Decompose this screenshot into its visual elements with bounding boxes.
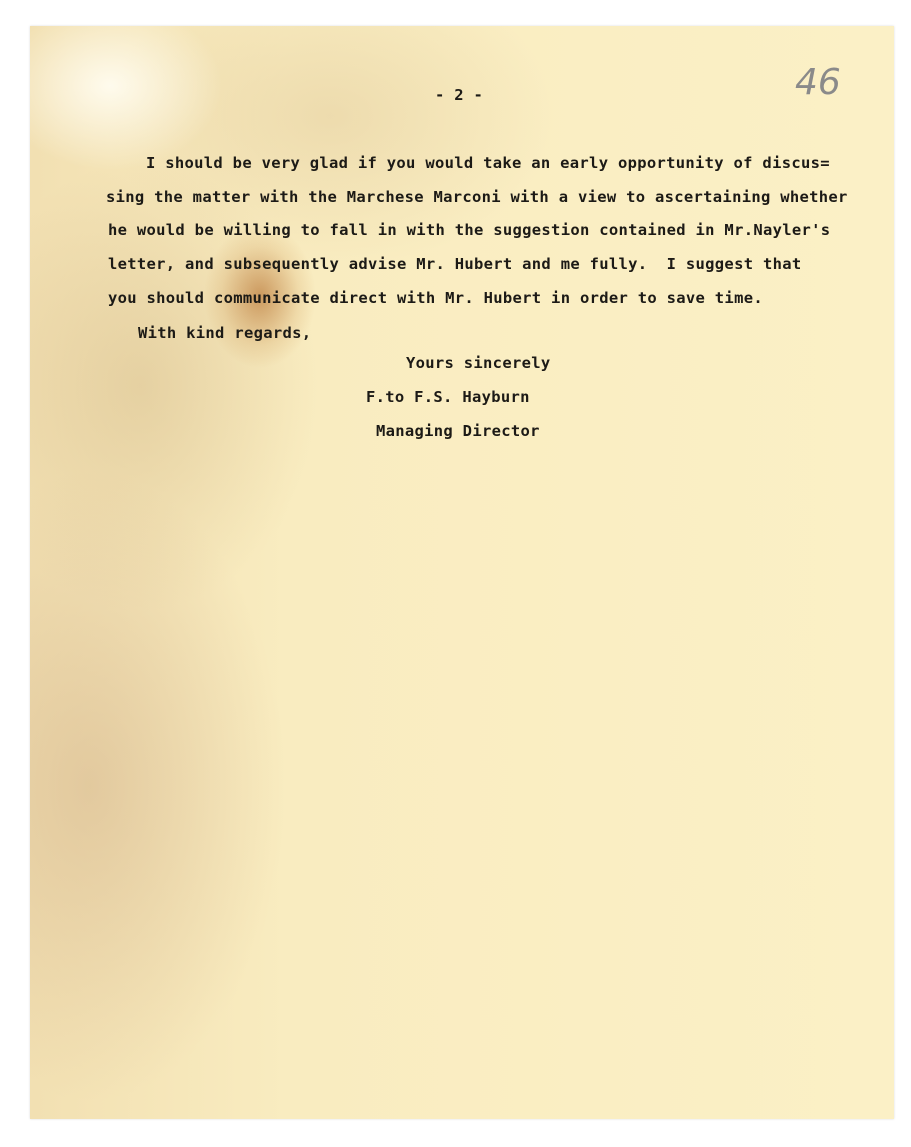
closing-salutation: Yours sincerely bbox=[406, 354, 551, 372]
page-number: - 2 - bbox=[435, 86, 484, 104]
signatory-title: Managing Director bbox=[376, 422, 540, 440]
body-line-6: With kind regards, bbox=[138, 324, 312, 342]
body-line-4: letter, and subsequently advise Mr. Hubert and me fully. I suggest that bbox=[108, 255, 802, 273]
body-line-3: he would be willing to fall in with the suggestion contained in Mr.Nayler's bbox=[108, 221, 831, 239]
letter-page bbox=[30, 26, 894, 1119]
body-line-1: I should be very glad if you would take an early opportunity of discus= bbox=[146, 154, 830, 172]
body-line-2: sing the matter with the Marchese Marconi with a view to ascertaining whether bbox=[106, 188, 848, 206]
handwritten-folio-number: 46 bbox=[795, 62, 841, 103]
body-line-5: you should communicate direct with Mr. Hubert in order to save time. bbox=[108, 289, 763, 307]
signatory-name: F.to F.S. Hayburn bbox=[366, 388, 530, 406]
